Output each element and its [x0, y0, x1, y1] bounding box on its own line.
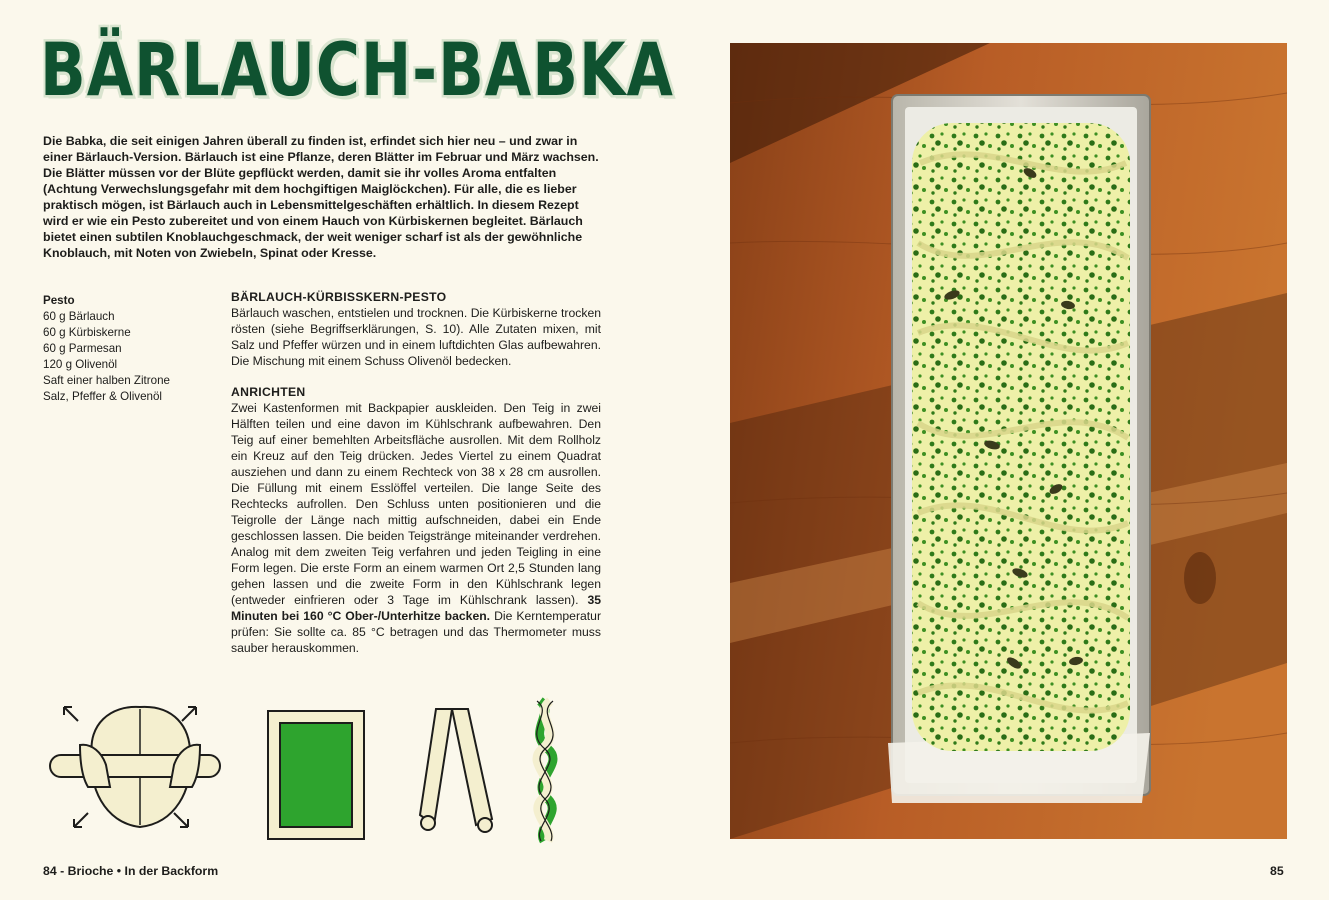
- serve-tail: Die Kerntemperatur prüfen: Sie sollte ca. 85 °C betragen und das Thermometer muss sauber herauskommen.: [231, 609, 602, 655]
- ingredient-item: 60 g Parmesan: [43, 342, 122, 355]
- footer-page-number: 85: [1270, 864, 1284, 878]
- intro-paragraph: Die Babka, die seit einigen Jahren überall zu finden ist, erfindet sich hier neu – und zwar in einer Bärlauch-Version. Bärlauch ist eine Pflanze, deren Blätter im Februar und März wachsen. Die Blätter müssen vor der Blüte gepflückt werden, damit sie ihr volles Aroma entfalten (Achtung Verwechslungsgefahr mit dem hochgiftigen Maiglöckchen). Für alle, die es lieber praktisch mögen, ist Bärlauch auch in Lebensmittelgeschäften erhältlich. In diesem Rezept wird er wie ein Pesto zubereitet und von einem Hauch von Kürbiskernen begleitet. Bärlauch bietet einen subtilen Knoblauchgeschmack, der weit weniger scharf ist als der gewöhnliche Knoblauch, mit Noten von Zwiebeln, Spinat oder Kresse.: [43, 134, 599, 260]
- ingredient-item: 60 g Bärlauch: [43, 310, 115, 323]
- ingredients-list: [43, 293, 213, 405]
- ingredient-item: Saft einer halben Zitrone: [43, 374, 170, 387]
- twisted-strands-illustration: [537, 701, 553, 841]
- footer-chapter: 84 - Brioche • In der Backform: [43, 864, 219, 878]
- bake-instruction: 35 Minuten bei 160 °C Ober-/Unterhitze backen.: [231, 593, 601, 623]
- babka-photo: [730, 43, 1287, 839]
- serve-heading: ANRICHTEN: [231, 385, 306, 399]
- ingredient-item: 120 g Olivenöl: [43, 358, 118, 371]
- rolling-dough-illustration: [50, 707, 220, 827]
- ingredient-item: 60 g Kürbiskerne: [43, 326, 131, 339]
- cut-roll-illustration: [420, 709, 492, 832]
- pesto-instructions: Bärlauch waschen, entstielen und trocknen. Die Kürbiskerne trocken rösten (siehe Begriffserklärungen, S. 10). Alle Zutaten mixen, mit Salz und Pfeffer würzen und in einem luftdichten Glas aufbewahren. Die Mischung mit einem Schuss Olivenöl bedecken.: [231, 306, 601, 368]
- ingredients-heading: Pesto: [43, 294, 75, 307]
- step-illustrations: [40, 695, 580, 845]
- serve-instructions: [231, 400, 601, 656]
- recipe-steps: [231, 289, 601, 656]
- ingredient-item: Salz, Pfeffer & Olivenöl: [43, 390, 162, 403]
- page-title: BÄRLAUCH-BABKA: [40, 27, 674, 114]
- pesto-heading: BÄRLAUCH-KÜRBISSKERN-PESTO: [231, 290, 447, 304]
- filling-rectangle-illustration: [268, 711, 364, 839]
- serve-text: Zwei Kastenformen mit Backpapier auskleiden. Den Teig in zwei Hälften teilen und eine davon im Kühlschrank aufbewahren. Den Teig auf einer bemehlten Arbeitsfläche ausrollen. Mit dem Rollholz ein Kreuz auf den Teig drücken. Jedes Viertel zu einem Quadrat ausziehen und dann zu einem Rechteck von 38 x 28 cm ausrollen. Die Füllung mit einem Esslöffel verteilen. Die lange Seite des Rechtecks aufrollen. Den Schluss unten positionieren und die Teigrolle der Länge nach mittig aufschneiden, dabei ein Ende geschlossen lassen. Die beiden Teigstränge miteinander verdrehen. Analog mit dem zweiten Teig verfahren und jeden Teigling in eine Form legen. Die erste Form an einem warmen Ort 2,5 Stunden lang gehen lassen und die zweite Form in den Kühlschrank legen (entweder einfrieren oder 3 Tage im Kühlschrank lassen).: [231, 401, 601, 607]
